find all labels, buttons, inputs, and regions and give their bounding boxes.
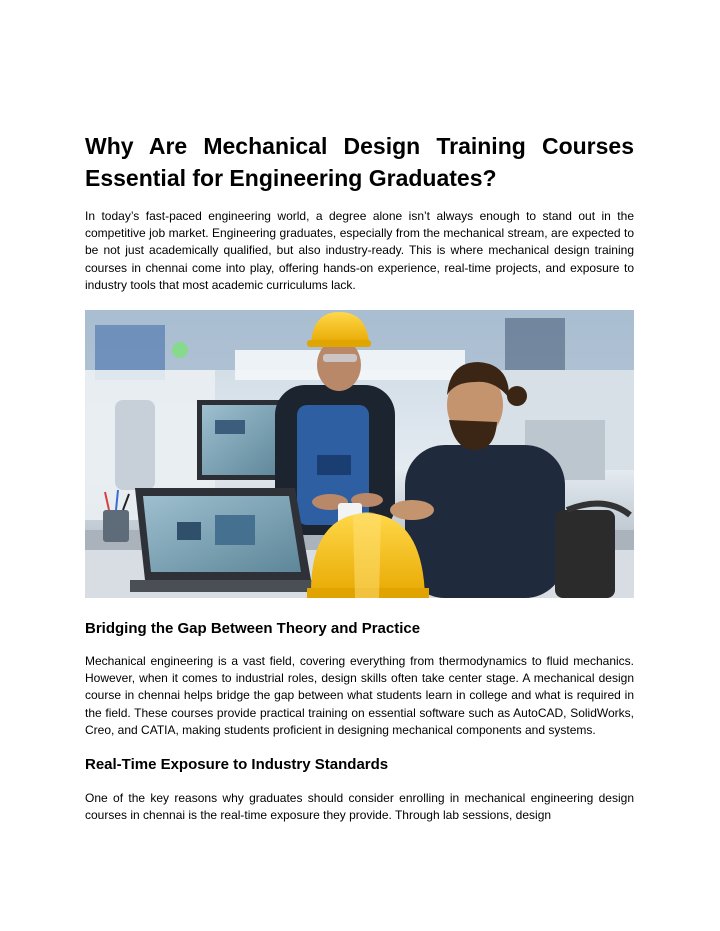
hero-image bbox=[85, 310, 634, 598]
section-heading-industry-standards: Real-Time Exposure to Industry Standards bbox=[85, 756, 389, 774]
section-paragraph-industry-standards: One of the key reasons why graduates should consider enrolling in mechanical engineering design courses in chennai is the real-time exposure they provide. Through lab sessions, design bbox=[85, 791, 634, 823]
document-page bbox=[85, 130, 634, 824]
section-paragraph-theory-practice: Mechanical engineering is a vast field, covering everything from thermodynamics to fluid mechanics. However, when it comes to industrial roles, design skills often take center stage. A mechanical design course in chennai helps bridge the gap between what students learn in college and what is required in the field. These courses provide practical training on essential software such as AutoCAD, SolidWorks, Creo, and CATIA, making students proficient in designing mechanical components and systems. bbox=[85, 654, 634, 737]
section-heading-theory-practice: Bridging the Gap Between Theory and Practice bbox=[85, 620, 421, 638]
page-title: Why Are Mechanical Design Training Courses Essential for Engineering Graduates? bbox=[85, 133, 634, 191]
intro-paragraph: In today’s fast-paced engineering world, a degree alone isn’t always enough to stand out in the competitive job market. Engineering graduates, especially from the mechanical stream, are expected to be not just academically qualified, but also industry-ready. This is where mechanical design training courses in chennai come into play, offering hands-on experience, real-time projects, and exposure to industry tools that most academic curriculums lack. bbox=[85, 209, 634, 292]
